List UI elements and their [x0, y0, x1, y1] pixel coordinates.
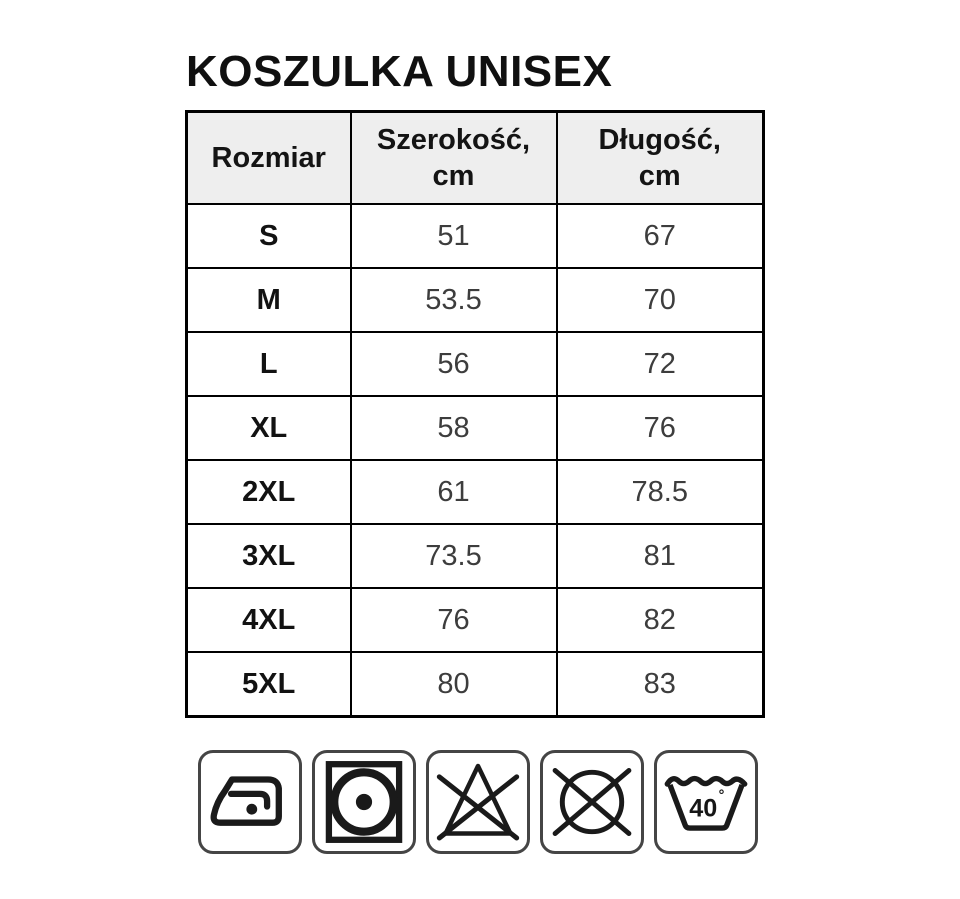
- size-label: 5XL: [187, 652, 351, 717]
- width-value: 56: [351, 332, 557, 396]
- tumble-dry-one-dot-icon: [319, 757, 409, 847]
- table-row: [187, 396, 764, 460]
- length-value: 70: [557, 268, 764, 332]
- do-not-bleach-icon: [433, 757, 523, 847]
- header-width-line2: cm: [432, 160, 475, 192]
- wash-40-degrees-icon: [661, 757, 751, 847]
- length-value: 78.5: [557, 460, 764, 524]
- header-width-line1: Szerokość,: [376, 123, 531, 156]
- care-icons-row: [198, 750, 758, 854]
- size-label: M: [187, 268, 351, 332]
- length-value: 72: [557, 332, 764, 396]
- table-row: [187, 332, 764, 396]
- iron-one-dot-icon: [205, 757, 295, 847]
- header-length-line1: Długość,: [598, 123, 721, 156]
- size-label: 3XL: [187, 524, 351, 588]
- length-value: 67: [557, 204, 764, 268]
- width-value: 73.5: [351, 524, 557, 588]
- width-value: 58: [351, 396, 557, 460]
- wash-temp-degree: °: [718, 788, 725, 805]
- size-label: 2XL: [187, 460, 351, 524]
- table-row: [187, 588, 764, 652]
- table-header-row: [187, 112, 764, 205]
- width-value: 76: [351, 588, 557, 652]
- table-row: [187, 460, 764, 524]
- width-value: 53.5: [351, 268, 557, 332]
- width-value: 61: [351, 460, 557, 524]
- size-label: S: [187, 204, 351, 268]
- table-row: [187, 524, 764, 588]
- width-value: 80: [351, 652, 557, 717]
- header-cell-size: Rozmiar: [187, 112, 351, 205]
- header-length-line2: cm: [638, 160, 681, 192]
- table-row: [187, 268, 764, 332]
- size-label: L: [187, 332, 351, 396]
- size-label: XL: [187, 396, 351, 460]
- table-row: [187, 204, 764, 268]
- length-value: 76: [557, 396, 764, 460]
- wash-temp-label: 40: [689, 794, 718, 823]
- length-value: 82: [557, 588, 764, 652]
- header-cell-length: [557, 112, 764, 205]
- do-not-dry-clean-icon: [547, 757, 637, 847]
- care-icon-iron: [198, 750, 302, 854]
- width-value: 51: [351, 204, 557, 268]
- care-icon-do-not-bleach: [426, 750, 530, 854]
- header-cell-width: [351, 112, 557, 205]
- care-icon-do-not-dry-clean: [540, 750, 644, 854]
- page-title: KOSZULKA UNISEX: [186, 47, 613, 96]
- care-icon-wash-40: [654, 750, 758, 854]
- size-table: [185, 110, 765, 718]
- table-row: [187, 652, 764, 717]
- size-label: 4XL: [187, 588, 351, 652]
- care-icon-tumble-dry: [312, 750, 416, 854]
- length-value: 81: [557, 524, 764, 588]
- length-value: 83: [557, 652, 764, 717]
